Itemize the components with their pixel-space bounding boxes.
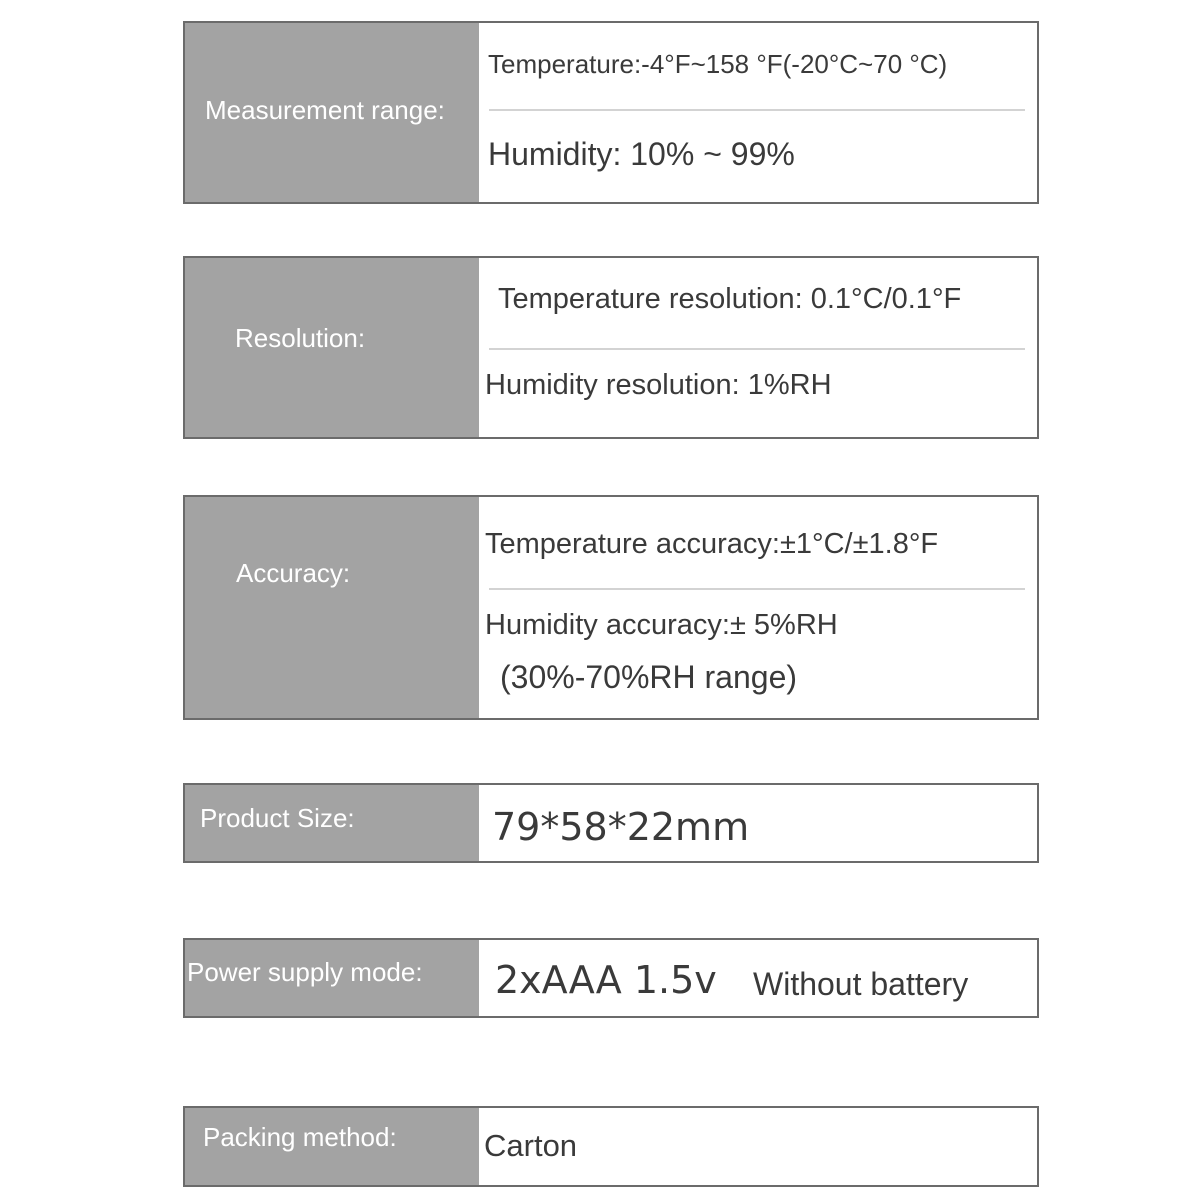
temperature-range-text: Temperature:-4°F~158 °F(-20°C~70 °C) (488, 49, 948, 79)
spec-product-size (183, 783, 1039, 863)
spec-accuracy (183, 495, 1039, 720)
spec-label-cell (185, 258, 479, 437)
spec-value-cell (479, 23, 1037, 202)
spec-value-cell (479, 1108, 1037, 1185)
packing-method-value: Carton (484, 1128, 578, 1163)
temperature-accuracy-text: Temperature accuracy:±1°C/±1.8°F (485, 528, 939, 560)
spec-label-cell (185, 497, 479, 718)
humidity-resolution-text: Humidity resolution: 1%RH (485, 369, 832, 401)
packing-method-label: Packing method: (203, 1122, 397, 1152)
measurement-range-label: Measurement range: (205, 95, 445, 125)
product-size-label: Product Size: (200, 803, 355, 833)
spec-label-cell (185, 23, 479, 202)
accuracy-label: Accuracy: (236, 558, 351, 588)
humidity-range-text: Humidity: 10% ~ 99% (488, 136, 795, 172)
temperature-resolution-text: Temperature resolution: 0.1°C/0.1°F (498, 283, 962, 315)
spec-value-cell (479, 497, 1037, 718)
spec-resolution (183, 256, 1039, 439)
spec-label-cell (185, 940, 479, 1016)
humidity-accuracy-range-text: (30%-70%RH range) (500, 659, 798, 695)
battery-note: Without battery (753, 966, 969, 1002)
divider (489, 588, 1025, 590)
spec-packing-method (183, 1106, 1039, 1187)
spec-measurement-range (183, 21, 1039, 204)
spec-label-cell (185, 1108, 479, 1185)
spec-value-cell (479, 785, 1037, 861)
humidity-accuracy-text: Humidity accuracy:± 5%RH (485, 609, 838, 641)
spec-label-cell (185, 785, 479, 861)
spec-value-cell (479, 258, 1037, 437)
resolution-label: Resolution: (235, 323, 366, 353)
divider (489, 348, 1025, 350)
power-supply-label: Power supply mode: (187, 957, 423, 987)
spec-value-cell (479, 940, 1037, 1016)
product-size-value: 79*58*22mm (492, 805, 750, 849)
divider (489, 109, 1025, 111)
spec-power-supply (183, 938, 1039, 1018)
power-supply-value: 2xAAA 1.5v (495, 958, 717, 1002)
